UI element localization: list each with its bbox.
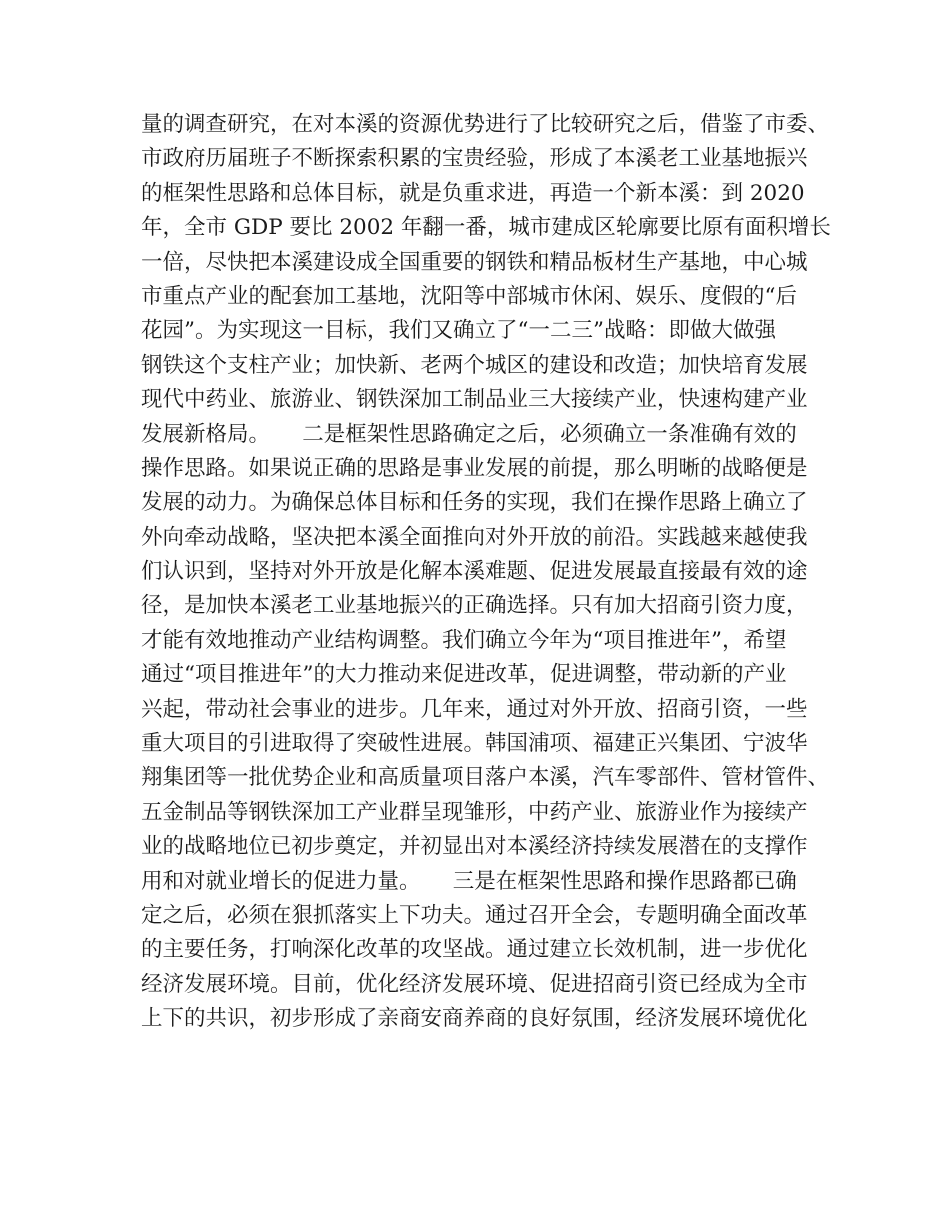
- text-line: 量的调查研究，在对本溪的资源优势进行了比较研究之后，借鉴了市委、: [141, 112, 830, 137]
- text-line: 发展新格局。 二是框架性思路确定之后，必须确立一条准确有效的: [141, 421, 797, 447]
- text-line: 径，是加快本溪老工业基地振兴的正确选择。只有加大招商引资力度，: [141, 593, 808, 619]
- text-line: 一倍，尽快把本溪建设成全国重要的钢铁和精品板材生产基地，中心城: [141, 249, 808, 275]
- text-line: 操作思路。如果说正确的思路是事业发展的前提，那么明晰的战略便是: [141, 455, 808, 481]
- text-line: 用和对就业增长的促进力量。 三是在框架性思路和操作思路都已确: [141, 868, 797, 894]
- text-line: 现代中药业、旅游业、钢铁深加工制品业三大接续产业，快速构建产业: [141, 387, 808, 413]
- text-line: 的框架性思路和总体目标，就是负重求进，再造一个新本溪：到 2020: [141, 180, 805, 206]
- text-line: 的主要任务，打响深化改革的攻坚战。通过建立长效机制，进一步优化: [141, 937, 808, 963]
- text-line: 上下的共识，初步形成了亲商安商养商的良好氛围，经济发展环境优化: [141, 1006, 808, 1032]
- text-line: 兴起，带动社会事业的进步。几年来，通过对外开放、招商引资，一些: [141, 696, 808, 722]
- text-line: 们认识到，坚持对外开放是化解本溪难题、促进发展最直接最有效的途: [141, 559, 808, 585]
- body-text: [141, 108, 831, 1037]
- text-line: 外向牵动战略，坚决把本溪全面推向对外开放的前沿。实践越来越使我: [141, 524, 808, 550]
- text-line: 经济发展环境。目前，优化经济发展环境、促进招商引资已经成为全市: [141, 971, 808, 997]
- text-line: 年，全市 GDP 要比 2002 年翻一番，城市建成区轮廓要比原有面积增长: [141, 215, 831, 241]
- text-line: 钢铁这个支柱产业；加快新、老两个城区的建设和改造；加快培育发展: [141, 352, 808, 378]
- text-line: 重大项目的引进取得了突破性进展。韩国浦项、福建正兴集团、宁波华: [141, 731, 808, 757]
- text-line: 发展的动力。为确保总体目标和任务的实现，我们在操作思路上确立了: [141, 490, 808, 516]
- text-line: 才能有效地推动产业结构调整。我们确立今年为“项目推进年”，希望: [141, 627, 787, 653]
- text-line: 五金制品等钢铁深加工产业群呈现雏形，中药产业、旅游业作为接续产: [141, 799, 808, 825]
- text-line: 定之后，必须在狠抓落实上下功夫。通过召开全会，专题明确全面改革: [141, 902, 808, 928]
- text-line: 市重点产业的配套加工基地，沈阳等中部城市休闲、娱乐、度假的“后: [141, 283, 797, 309]
- text-line: 花园”。为实现这一目标，我们又确立了“一二三”战略：即做大做强: [141, 318, 776, 344]
- text-line: 业的战略地位已初步奠定，并初显出对本溪经济持续发展潜在的支撑作: [141, 834, 808, 860]
- text-line: 市政府历届班子不断探索积累的宝贵经验，形成了本溪老工业基地振兴: [141, 146, 808, 172]
- text-line: 翔集团等一批优势企业和高质量项目落户本溪，汽车零部件、管材管件、: [141, 765, 830, 791]
- text-line: 通过“项目推进年”的大力推动来促进改革，促进调整，带动新的产业: [141, 662, 787, 688]
